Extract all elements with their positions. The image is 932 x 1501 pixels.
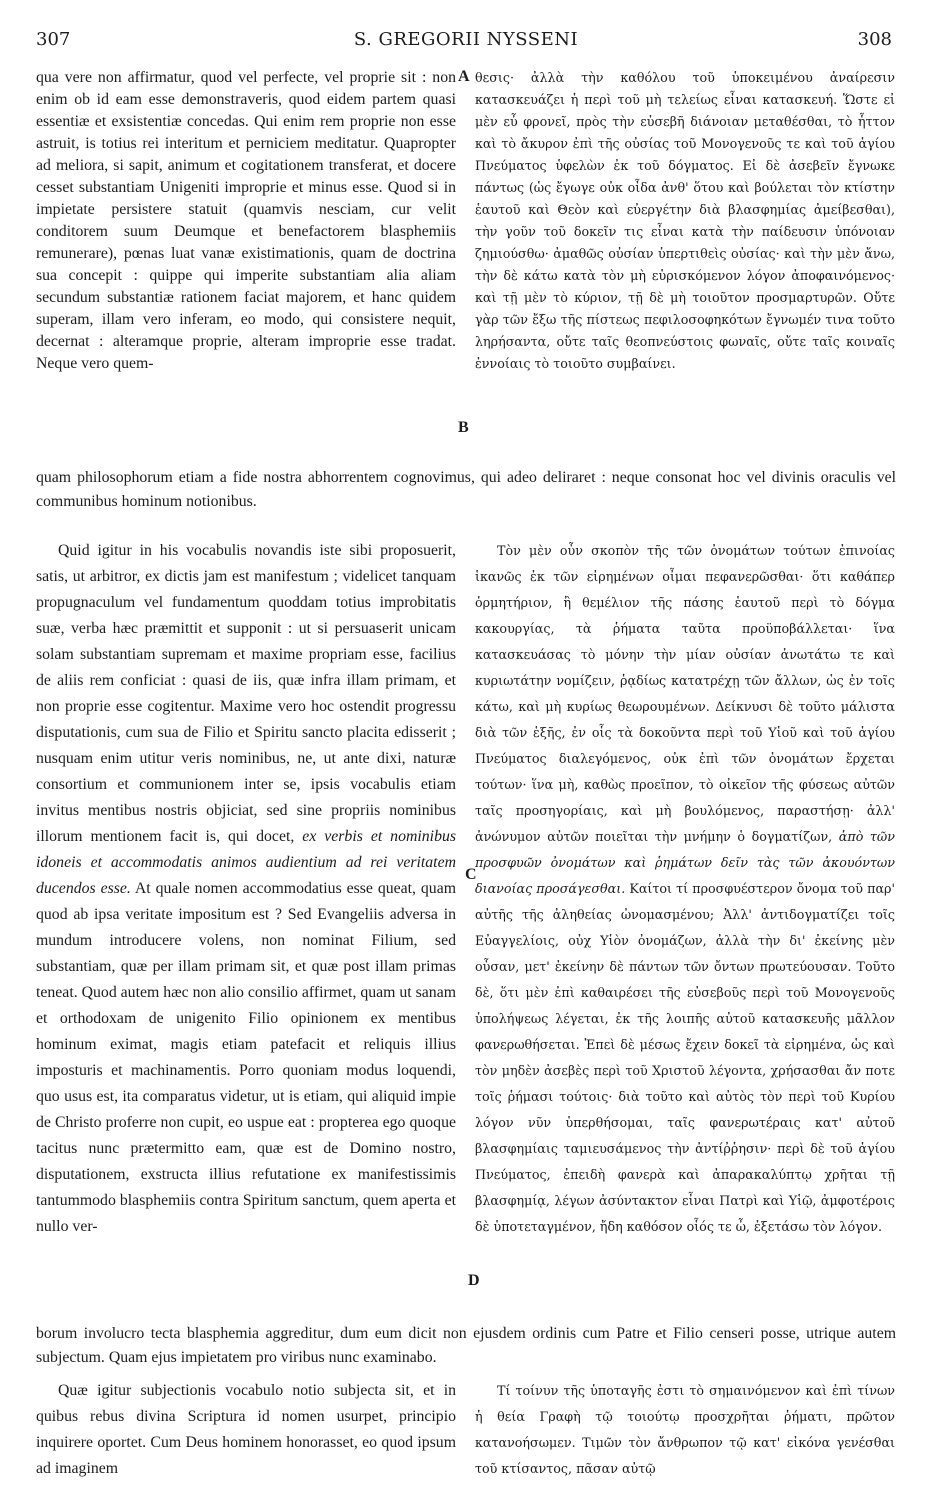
- section-marker-b: B: [458, 419, 469, 436]
- latin-paragraph-3: Quæ igitur subjectionis vocabulo notio subjecta sit, et in quibus rebus divina Scriptura id nomen usurpet, principio inquirere oportet. Cum Deus hominem honorasset, eo quod ipsum ad imaginem: [36, 1382, 456, 1477]
- latin-fullwidth-line-1: quam philosophorum etiam a fide nostra abhorrentem cognovimus, qui adeo deliraret : neque consonat hoc vel divinis oraculis vel communibus hominum notionibus.: [36, 469, 896, 510]
- greek-quote-italic: ἀπὸ τῶν προσφυῶν ὀνομάτων καὶ ῥημάτων δεῖν τὰς τῶν ἀκουόντων διανοίας προσάγεσθαι.: [475, 829, 895, 896]
- latin-column-block-1: [36, 67, 456, 463]
- right-page-number: 308: [857, 29, 892, 50]
- greek-column-block-3: [475, 1378, 895, 1498]
- latin-paragraph-1: qua vere non affirmatur, quod vel perfecte, vel proprie sit : non enim ob id eam esse demonstraveris, quod eidem partem quasi essentiæ et exsistentiæ concedas. Qui enim rem proprie non esse astruit, is totius rei interitum et perniciem meditatur. Quapropter ad meliora, si sapit, animum et cogitationem transferat, et docere cesset substantiam Unigeniti improprie et minus esse. Quod si in impietate persistere statuit (quamvis nesciam, cur velit conditorem suum Deumque et benefactorem blasphemiis remunerare), pœnas luat vanæ existimationis, quam de doctrina sua concepit : quippe qui imperite substantiam alia aliam secundum substantiæ rationem faciat majorem, et hanc quidem superam, illam vero inferam, eo modo, qui consistere nequit, decernat : alteramque proprie, alteram improprie esse tradat. Neque vero quem-: [36, 69, 456, 372]
- greek-paragraph-1: θεσις· ἀλλὰ τὴν καθόλου τοῦ ὑποκειμένου ἀναίρεσιν κατασκευάζει ἡ περὶ τοῦ μὴ τελείως εἶναι κατασκευή. Ὥστε εἰ μὲν εὖ φρονεῖ, πρὸς τὴν εὐσεβῆ διάνοιαν μεταθέσθαι, τὸ ἧττον καὶ τὸ ἄκυρον ἐπὶ τῆς οὐσίας τοῦ Μονογενοῦς τε καὶ τοῦ ἁγίου Πνεύματος ὑφελὼν ἐκ τοῦ δόγματος. Εἰ δὲ ἀσεβεῖν ἔγνωκε πάντως (ὡς ἔγωγε οὐκ οἶδα ἀνθ' ὅτου καὶ βούλεται τὸν κτίστην ἑαυτοῦ καὶ Θεὸν καὶ εὐεργέτην διὰ βλασφημίας ἀμείβεσθαι), τὴν γοῦν τοῦ δοκεῖν τις εἶναι κατὰ τὴν παίδευσιν ὑπόνοιαν ζημιούσθω· ἀμαθῶς οὐσίαν ὑπερτιθεὶς οὐσίας· καὶ τὴν μὲν ἄνω, τὴν δὲ κάτω κατὰ τὸν μὴ εὑρισκόμενον λόγον ἀποφαινόμενος· καὶ τῇ μὲν τὸ κύριον, τῇ δὲ μὴ τοιοῦτον προσμαρτυρῶν. Οὔτε γὰρ τῶν ἔξω τῆς πίστεως πεφιλοσοφηκότων ἔγνωμέν τινα τοῦτο ληρήσαντα, οὔτε ταῖς θεοπνεύστοις φωναῖς, οὔτε ταῖς κοιναῖς ἐννοίαις τὸ τοιοῦτο συμβαίνει.: [475, 70, 895, 371]
- latin-column-block-3: [36, 1378, 456, 1498]
- greek-paragraph-3: Τί τοίνυν τῆς ὑποταγῆς ἐστι τὸ σημαινόμενον καὶ ἐπὶ τίνων ἡ θεία Γραφὴ τῷ τοιούτῳ προσχρῆται ῥήματι, πρῶτον κατανοήσωμεν. Τιμῶν τὸν ἄνθρωπον τῷ κατ' εἰκόνα γενέσθαι τοῦ κτίσαντος, πᾶσαν αὐτῷ: [475, 1383, 895, 1476]
- section-marker-a: A: [458, 68, 470, 85]
- latin-quote-italic: ex verbis et nominibus idoneis et accommodatis animos audientium ad rei veritatem ducendos esse.: [36, 828, 456, 897]
- latin-paragraph-2-text: Quid igitur in his vocabulis novandis iste sibi proposuerit, satis, ut arbitror, ex dictis jam est manifestum ; videlicet tanquam propugnaculum vel fundamentum quoddam totius improbitatis suæ, verba hæc præmittit et supponit : ut si persuaserit unicam solam substantiam supremam et maxime propriam esse, facilius de aliis rem conficiat : quasi de iis, quæ infra illam primam, et non proprie esse cogitentur. Maxime vero hoc ostendit progressu disputationis, cum sua de Filio et Spiritu sancto placita edisserit ; nusquam enim utitur veris nominibus, ne, ut ante dixi, naturæ consortium et communionem inter se, ipsis vocabulis etiam invitus mentibus nostris objiciat, sed sine propriis nominibus illorum mentionem facit is, qui docet,: [36, 542, 456, 845]
- latin-paragraph-2-tail: At quale nomen accommodatius esse queat, quam quod ab ipsa veritate impositum est ? Sed Evangeliis adversa in mundum introducere volens, non nominat Filium, sed substantiam, quæ per illam primam sit, et quæ post illam primas teneat. Quod autem hæc non alio consilio affirmet, quam ut sanam et orthodoxam de unigenito Filio opinionem ex mentibus hominum eximat, magis etiam patefacit et reliquis illius imposturis et machinamentis. Porro quoniam modus loquendi, quo usus est, ita comparatus videtur, ut is etiam, qui aliquid impie de Christo proferre non cupit, eo uspue eat : propterea ego quoque tacitus nunc prætermitto eam, quæ est de Domino nostro, disputationem, exstructa illius refutatione ex manifestissimis tantummodo blasphemiis contra Spiritum sanctum, quem aperta et nullo ver-: [36, 880, 456, 1235]
- latin-column-block-2: [36, 538, 456, 1320]
- greek-paragraph-2: [475, 538, 895, 1240]
- greek-column-block-1: [475, 67, 895, 463]
- latin-fullwidth-line-2: borum involucro tecta blasphemia aggreditur, dum eum dicit non ejusdem ordinis cum Patre et Filio censeri posse, utrique autem subjectum. Quam ejus impietatem pro viribus nunc examinabo.: [36, 1325, 896, 1366]
- greek-paragraph-2-tail: Καίτοι τί προσφυέστερον ὄνομα τοῦ παρ' αὐτῆς τῆς ἀληθείας ὠνομασμένου; Ἀλλ' ἀντιδογματίζει τοῖς Εὐαγγελίοις, οὐχ Υἱὸν ὀνομάζων, ἀλλὰ τὴν δι' ἐκείνης μὲν οὖσαν, μετ' ἐκείνην δὲ πάντων τῶν ὄντων πρωτεύουσαν. Τοῦτο δὲ, ὅτι μὲν ἐπὶ καθαιρέσει τῆς εὐσεβοῦς περὶ τοῦ Μονογενοῦς ὑπολήψεως λέγεται, ἐκ τῆς λοιπῆς αὐτοῦ κατασκευῆς μᾶλλον φανερωθήσεται. Ἐπεὶ δὲ μέσως ἔχειν δοκεῖ τὰ εἰρημένα, ὡς καὶ τὸν μηδὲν ἀσεβὲς περὶ τοῦ Χριστοῦ λέγοντα, χρήσασθαι ἄν ποτε τοῖς ῥήμασι τούτοις· διὰ τοῦτο καὶ αὐτὸς τὸν περὶ τοῦ Κυρίου λόγον νῦν ὑπερθήσομαι, ταῖς φανερωτέραις κατ' αὐτοῦ βλασφημίαις ταμιευσάμενος τὴν ἀντίῤῥησιν· περὶ δὲ τοῦ ἁγίου Πνεύματος, ἐπειδὴ φανερὰ καὶ ἀπαρακαλύπτῳ χρῆται τῇ βλασφημίᾳ, λέγων ἀσύντακτον εἶναι Πατρὶ καὶ Υἱῷ, ἀμφοτέροις δὲ ὑποτεταγμένον, ἤδη καθόσον οἷός τε ὦ, ἐξετάσω τὸν λόγον.: [475, 881, 895, 1234]
- section-marker-c: C: [465, 866, 477, 883]
- greek-column-block-2: [475, 538, 895, 1320]
- greek-paragraph-2-text: Τὸν μὲν οὖν σκοπὸν τῆς τῶν ὀνομάτων τούτων ἐπινοίας ἱκανῶς ἐκ τῶν εἰρημένων οἶμαι πεφανερῶσθαι· ὅτι καθάπερ ὁρμητήριον, ἢ θεμέλιον τῆς πάσης ἑαυτοῦ περὶ τὸ δόγμα κακουργίας, τὰ ῥήματα ταῦτα προϋποβάλλεται· ἵνα κατασκευάσας τὸ μόνην τὴν μίαν οὐσίαν ἀνωτάτω τε καὶ κυριωτάτην νομίζειν, ῥᾳδίως κατατρέχῃ τῶν ἄλλων, ὡς ἐν τοῖς κάτω, καὶ μὴ κυρίως θεωρουμένων. Δείκνυσι δὲ τοῦτο μάλιστα διὰ τῶν ἑξῆς, ἐν οἷς τὰ δοκοῦντα περὶ τοῦ Υἱοῦ καὶ τοῦ ἁγίου Πνεύματος διαλεγόμενος, οὐκ ἐπὶ τῶν ὀνομάτων ἔρχεται τούτων· ἵνα μὴ, καθὼς προεῖπον, τὸ οἰκεῖον τῆς φύσεως αὐτῶν ταῖς προσηγορίαις, καὶ μὴ βουλόμενος, παραστήσῃ· ἀλλ' ἀνώνυμον αὐτῶν ποιεῖται τὴν μνήμην ὁ δογματίζων,: [475, 543, 895, 844]
- latin-paragraph-2: [36, 538, 456, 1240]
- section-marker-d: D: [468, 1272, 480, 1289]
- left-page-number: 307: [36, 29, 71, 50]
- running-title: S. GREGORII NYSSENI: [353, 29, 579, 50]
